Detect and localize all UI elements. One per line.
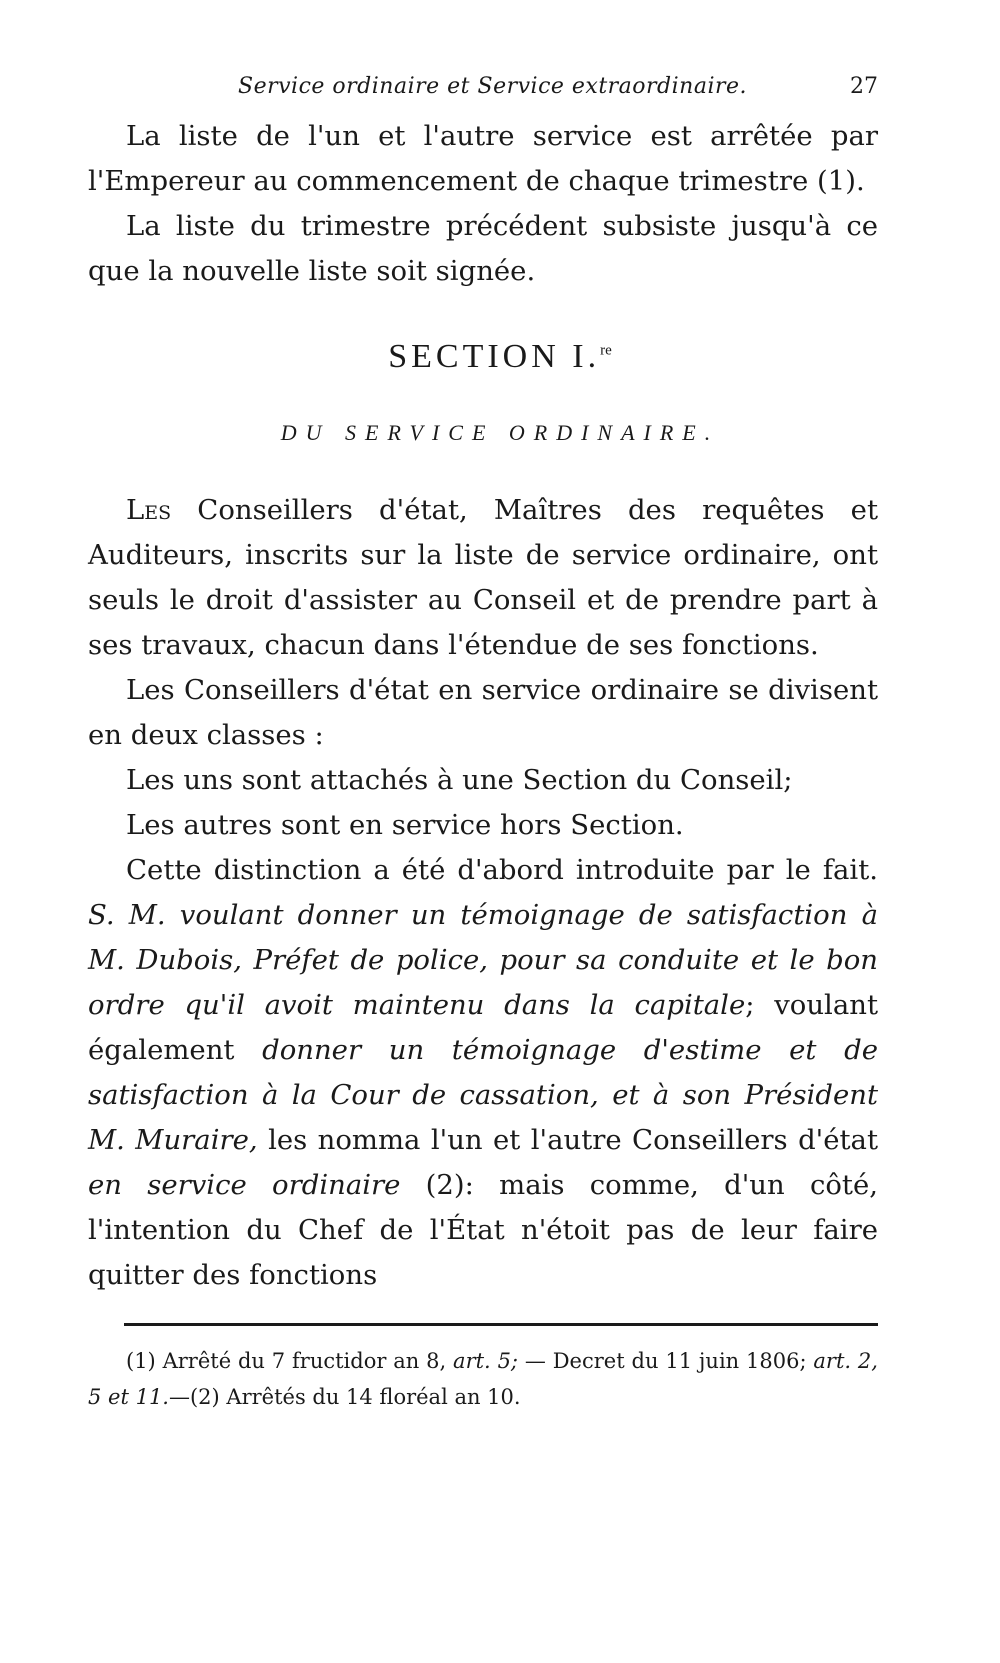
footnotes	[88, 1343, 878, 1415]
footnote-rule	[124, 1323, 878, 1326]
paragraph-lead-word: Les	[126, 494, 172, 526]
intro-paragraph-2: La liste du trimestre précédent subsiste jusqu'à ce que la nouvelle liste soit signée.	[88, 210, 878, 287]
footnote-1-part-c: — Decret du 11 juin 1806;	[518, 1349, 814, 1373]
footnote-text	[88, 1343, 878, 1415]
main-paragraph-2: Les Conseillers d'état en service ordinaire se divisent en deux classes :	[88, 674, 878, 751]
main-paragraph-1	[88, 488, 878, 668]
paragraph-5-part-g: (2): mais comme, d'un côté, l'intention du Chef de l'État n'étoit pas de leur faire quitter des fonctions	[88, 1169, 878, 1291]
main-paragraph-5	[88, 848, 878, 1298]
footnote-1-part-d: art. 2, 5 et 11.	[88, 1349, 878, 1409]
paragraph-5-italic-quote-1: S. M. voulant donner un témoignage de satisfaction à M. Dubois, Préfet de police, pour sa conduite et le bon ordre qu'il avoit maintenu dans la capitale	[88, 899, 878, 1021]
running-title: Service ordinaire et Service extraordinaire.	[238, 74, 748, 99]
footnote-2: —(2) Arrêtés du 14 floréal an 10.	[168, 1385, 521, 1409]
paragraph-5-part-a: Cette distinction a été d'abord introduite par le fait.	[126, 854, 878, 886]
paragraph-5-part-c: ; voulant également	[88, 989, 878, 1066]
running-head	[88, 74, 878, 110]
main-paragraph-3: Les uns sont attachés à une Section du Conseil;	[126, 764, 793, 796]
section-heading-text: SECTION I.	[388, 338, 601, 375]
main-text	[88, 488, 878, 1298]
paragraph-1-text: Conseillers d'état, Maîtres des requêtes et Auditeurs, inscrits sur la liste de service ordinaire, ont seuls le droit d'assister au Conseil et de prendre part à ses travaux, chacun dans l'étendue de ses fonctions.	[88, 494, 878, 661]
section-heading-sup: re	[600, 342, 612, 359]
paragraph-5-italic-term: en service ordinaire	[88, 1169, 401, 1201]
section-heading	[0, 338, 1000, 376]
main-paragraph-4: Les autres sont en service hors Section.	[126, 809, 684, 841]
intro-text	[88, 114, 878, 294]
footnote-1-part-b: art. 5;	[453, 1349, 519, 1373]
paragraph-5-part-e: les nomma l'un et l'autre Conseillers d'état	[257, 1124, 878, 1156]
intro-paragraph-1: La liste de l'un et l'autre service est arrêtée par l'Empereur au commencement de chaque trimestre (1).	[88, 120, 878, 197]
paragraph-5-italic-quote-2: donner un témoignage d'estime et de satisfaction à la Cour de cassation, et à son Président M. Muraire,	[88, 1034, 878, 1156]
section-subtitle: DU SERVICE ORDINAIRE.	[280, 420, 720, 445]
footnote-1-part-a: (1) Arrêté du 7 fructidor an 8,	[126, 1349, 454, 1373]
page-number: 27	[850, 74, 878, 99]
